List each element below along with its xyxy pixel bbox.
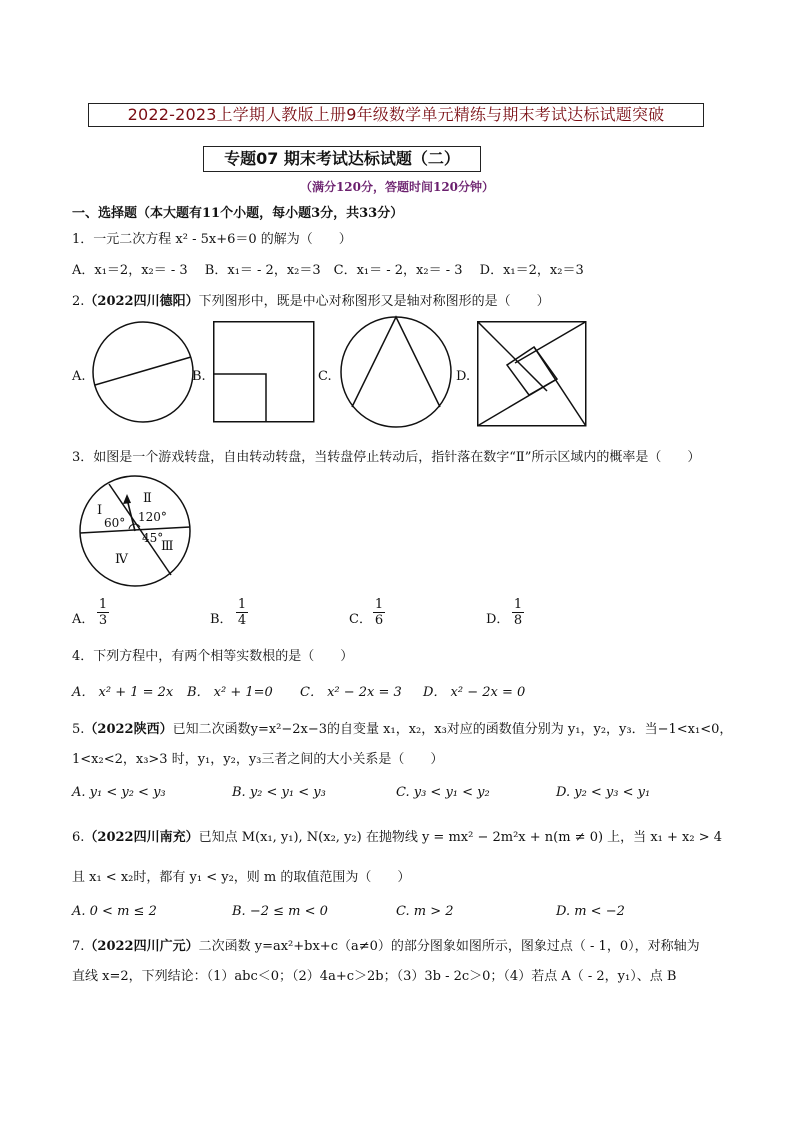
question-text: 已知点 M(x₁, y₁), N(x₂, y₂) 在抛物线 y = mx² − 2m²x + n(m ≠ 0) 上，当 x₁ + x₂ > 4 — [198, 830, 722, 845]
option-b-letter: B． — [210, 612, 233, 627]
paper-subtitle: 专题07 期末考试达标试题（二） — [203, 146, 481, 172]
question-5-option-a: A. y₁ < y₂ < y₃ — [72, 785, 166, 800]
question-source: （2022陕西） — [84, 722, 173, 737]
question-4-option-a: A． x² + 1 = 2x — [72, 685, 174, 700]
figure-b-nested-squares — [213, 321, 315, 423]
question-source: （2022四川德阳） — [84, 294, 199, 309]
figure-a-circle-chord — [92, 321, 194, 423]
numerator: 1 — [374, 597, 384, 612]
question-number: 5. — [72, 722, 85, 737]
question-source: （2022四川广元） — [84, 939, 199, 954]
option-c-letter: C． — [349, 612, 372, 627]
question-5-option-c: C. y₃ < y₁ < y₂ — [396, 785, 490, 800]
question-1-stem: 1．一元二次方程 x² - 5x+6＝0 的解为（ ） — [72, 232, 352, 247]
banner-title: 2022-2023上学期人教版上册9年级数学单元精练与期末考试达标试题突破 — [88, 103, 704, 127]
option-a-fraction — [96, 597, 110, 628]
region-1-label: Ⅰ — [97, 503, 103, 518]
denominator: 6 — [374, 613, 384, 628]
region-4-label: Ⅳ — [115, 552, 128, 567]
option-c-fraction — [372, 597, 386, 628]
question-4-option-c: C． x² − 2x = 3 — [300, 685, 402, 700]
question-6-option-d: D. m < −2 — [556, 904, 625, 919]
question-6-line-2: 且 x₁ < x₂时，都有 y₁ < y₂，则 m 的取值范围为（ ） — [72, 870, 411, 885]
option-d-letter: D． — [486, 612, 510, 627]
numerator: 1 — [513, 597, 523, 612]
question-7-line-1 — [72, 935, 700, 954]
question-5-option-d: D. y₂ < y₃ < y₁ — [556, 785, 651, 800]
figure-d-square-pinwheel — [477, 321, 587, 427]
question-5-line-1 — [72, 718, 732, 737]
question-6-option-c: C. m > 2 — [396, 904, 454, 919]
question-source: （2022四川南充） — [84, 830, 199, 845]
option-d-fraction — [511, 597, 525, 628]
question-4-option-b: B． x² + 1=0 — [187, 685, 273, 700]
question-4-stem: 4．下列方程中，有两个相等实数根的是（ ） — [72, 649, 354, 664]
spinner-figure — [74, 475, 196, 587]
question-3-stem: 3．如图是一个游戏转盘，自由转动转盘，当转盘停止转动后，指针落在数字“Ⅱ”所示区域内的概率是（ ） — [72, 450, 701, 465]
denominator: 8 — [513, 613, 523, 628]
question-6-line-1 — [72, 826, 722, 845]
score-time-note: （满分120分，答题时间120分钟） — [299, 180, 495, 194]
question-text: 下列图形中，既是中心对称图形又是轴对称图形的是（ ） — [198, 294, 550, 309]
numerator: 1 — [98, 597, 108, 612]
question-number: 7. — [72, 939, 85, 954]
question-text: 二次函数 y=ax²+bx+c（a≠0）的部分图象如图所示，图象过点（ - 1，0），对称轴为 — [198, 939, 700, 954]
question-4-option-d: D． x² − 2x = 0 — [423, 685, 526, 700]
numerator: 1 — [237, 597, 247, 612]
question-number: 2. — [72, 294, 85, 309]
option-a-letter: A． — [72, 612, 95, 627]
option-b-label: B. — [192, 369, 206, 384]
question-6-option-b: B. −2 ≤ m < 0 — [232, 904, 328, 919]
region-3-label: Ⅲ — [161, 539, 174, 554]
question-number: 6. — [72, 830, 85, 845]
option-c-label: C. — [318, 369, 332, 384]
question-5-option-b: B. y₂ < y₁ < y₃ — [232, 785, 326, 800]
question-5-line-2: 1<x₂<2，x₃>3 时，y₁，y₂，y₃三者之间的大小关系是（ ） — [72, 752, 444, 767]
angle-60-label: 60° — [104, 516, 126, 530]
question-2-stem — [72, 290, 550, 309]
question-text: 已知二次函数y=x²−2x−3的自变量 x₁，x₂，x₃对应的函数值分别为 y₁，y₂，y₃．当−1<x₁<0， — [172, 722, 733, 737]
section-title: 一、选择题（本大题有11个小题，每小题3分，共33分） — [72, 206, 404, 221]
question-6-option-a: A. 0 < m ≤ 2 — [72, 904, 157, 919]
angle-45-label: 45° — [142, 531, 164, 545]
denominator: 4 — [237, 613, 247, 628]
denominator: 3 — [98, 613, 108, 628]
region-2-label: Ⅱ — [143, 491, 152, 506]
question-7-line-2: 直线 x=2，下列结论：（1）abc＜0；（2）4a+c＞2b；（3）3b - 2c＞0；（4）若点 A（ - 2，y₁）、点 B — [72, 969, 677, 984]
option-d-label: D. — [456, 369, 471, 384]
option-a-label: A. — [72, 369, 86, 384]
figure-c-circle-triangle — [340, 316, 452, 428]
option-b-fraction — [235, 597, 249, 628]
question-1-options: A．x₁＝2，x₂＝ - 3 B．x₁＝ - 2，x₂＝3 C．x₁＝ - 2，x₂＝ - 3 D．x₁＝2，x₂＝3 — [72, 263, 584, 278]
angle-120-label: 120° — [138, 510, 167, 524]
